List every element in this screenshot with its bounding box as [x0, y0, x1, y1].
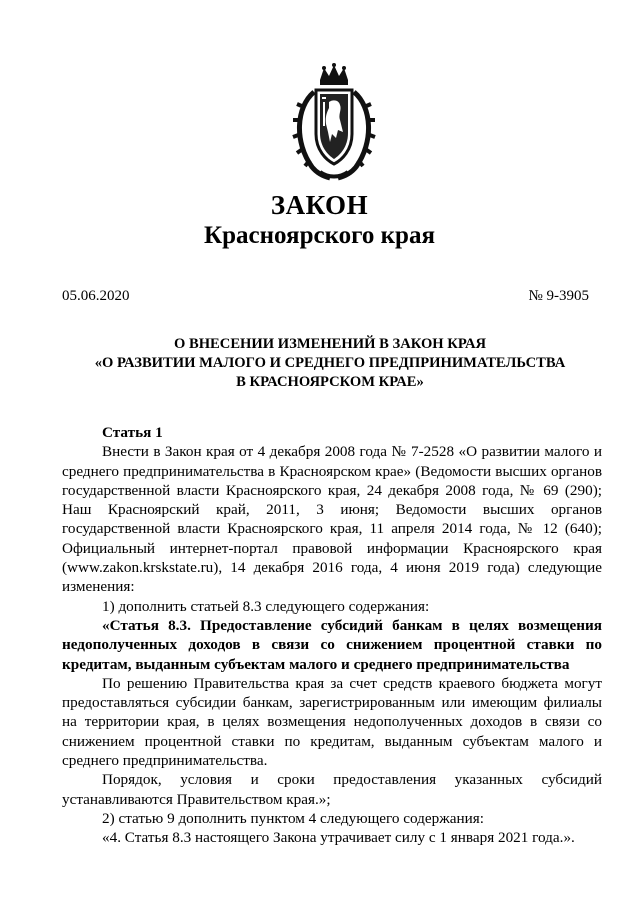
article-intro-paragraph: Внести в Закон края от 4 декабря 2008 года № 7-2528 «О развитии малого и среднего предпринимательства в Красноярском крае» (Ведомости высших органов государственной власти Красноярского края, 24 декабря 2008 года, № 69 (290); Наш Красноярский край, 2011, 3 июня; Ведомости высших органов государственной власти Красноярского края, 11 апреля 2014 года, № 12 (640); Официальный интернет-портал правовой информации Красноярского края (www.zakon.krskstate.ru), 14 декабря 2016 года, 4 июня 2019 года) следующие изменения: — [62, 443, 602, 596]
region-title: Красноярского края — [204, 222, 435, 249]
law-date: 05.06.2020 — [62, 288, 130, 304]
law-body — [62, 423, 602, 848]
heading-line-3: В КРАСНОЯРСКОМ КРАЕ» — [236, 374, 424, 390]
amendment-item-1: 1) дополнить статьей 8.3 следующего содержания: — [102, 597, 430, 615]
amendment-item-2-text: «4. Статья 8.3 настоящего Закона утрачивает силу с 1 января 2021 года.». — [102, 829, 575, 847]
amendment-item-2: 2) статью 9 дополнить пунктом 4 следующего содержания: — [102, 809, 484, 827]
heading-line-1: О ВНЕСЕНИИ ИЗМЕНЕНИЙ В ЗАКОН КРАЯ — [173, 336, 487, 352]
new-article-title: «Статья 8.3. Предоставление субсидий банкам в целях возмещения недополученных доходов в связи со снижением процентной ставки по кредитам, выданным субъектам малого и среднего предпринимательства — [62, 616, 602, 673]
new-article-paragraph-2: Порядок, условия и сроки предоставления указанных субсидий устанавливаются Правительством края.»; — [62, 771, 602, 808]
law-number: № 9-3905 — [528, 288, 589, 304]
heading-line-2: «О РАЗВИТИИ МАЛОГО И СРЕДНЕГО ПРЕДПРИНИМАТЕЛЬСТВА — [94, 355, 566, 371]
coat-of-arms-emblem — [286, 62, 382, 184]
document-type-title: ЗАКОН — [270, 190, 369, 220]
new-article-paragraph-1: По решению Правительства края за счет средств краевого бюджета могут предоставляться субсидии банкам, зарегистрированным или имеющим филиалы на территории края, в целях возмещения недополученных доходов в связи со снижением процентной ставки по кредитам, выданным субъектам малого и среднего предпринимательства. — [62, 674, 602, 770]
law-heading — [40, 335, 620, 392]
article-title: Статья 1 — [102, 424, 163, 441]
